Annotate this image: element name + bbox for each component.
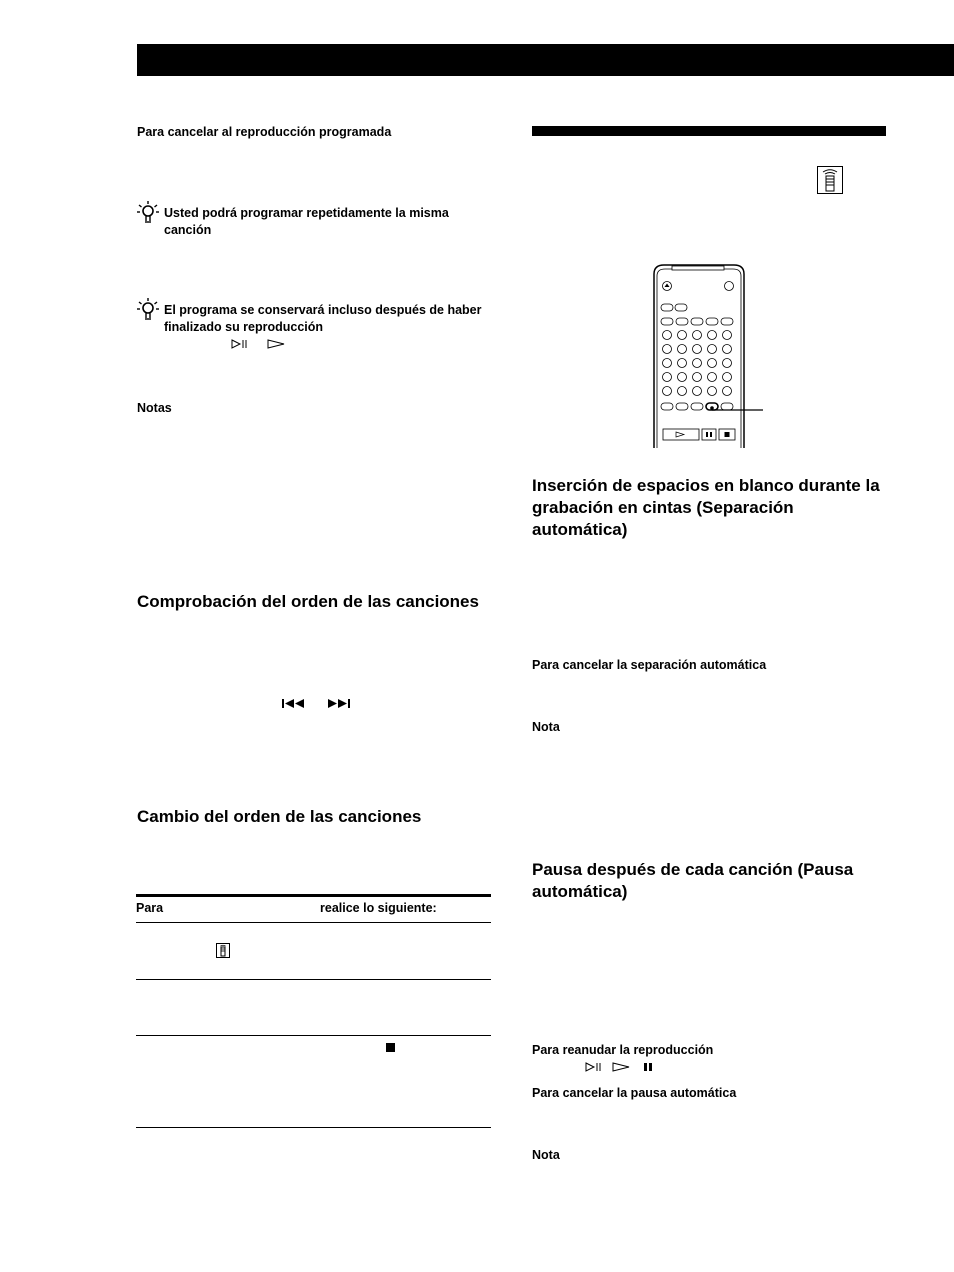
heading-check-order: Comprobación del orden de las canciones — [137, 592, 479, 611]
play-icon — [267, 339, 285, 349]
table-top-rule — [136, 894, 491, 897]
table-row-divider — [136, 922, 491, 923]
remote-control-illustration — [650, 262, 770, 448]
nota-label: Nota — [532, 1148, 560, 1162]
play-icon — [612, 1062, 630, 1072]
tip-program-retained: El programa se conservará incluso después de haber finalizado su reproducción — [164, 303, 482, 334]
cancel-pause-label: Para cancelar la pausa automática — [532, 1086, 737, 1100]
tip-repeat-program: Usted podrá programar repetidamente la misma canción — [164, 206, 449, 237]
previous-track-icon — [282, 698, 308, 709]
cancel-separation-label: Para cancelar la separación automática — [532, 658, 767, 672]
table-row-divider — [136, 1035, 491, 1036]
table-row-divider — [136, 979, 491, 980]
section-bar — [532, 126, 886, 136]
lightbulb-tip-icon — [137, 200, 159, 224]
cancel-program-label: Para cancelar al reproducción programada — [137, 125, 392, 139]
lightbulb-tip-icon — [137, 297, 159, 321]
nota-label: Nota — [532, 720, 560, 734]
remote-control-icon — [216, 943, 230, 958]
header-bar — [137, 44, 954, 76]
play-pause-icon — [585, 1062, 605, 1072]
heading-auto-space: Inserción de espacios en blanco durante la grabación en cintas (Separación automática) — [532, 476, 880, 539]
resume-playback-label: Para reanudar la reproducción — [532, 1043, 714, 1057]
notes-label: Notas — [137, 401, 172, 415]
play-pause-icon — [231, 339, 251, 349]
table-header-para: Para — [136, 901, 164, 915]
pause-icon — [643, 1062, 653, 1072]
heading-change-order: Cambio del orden de las canciones — [137, 807, 422, 826]
table-bottom-rule — [136, 1127, 491, 1128]
remote-control-icon — [817, 166, 843, 194]
heading-auto-pause: Pausa después de cada canción (Pausa automática) — [532, 860, 854, 901]
next-track-icon — [327, 698, 353, 709]
table-header-action: realice lo siguiente: — [320, 901, 437, 915]
stop-icon — [386, 1043, 396, 1053]
